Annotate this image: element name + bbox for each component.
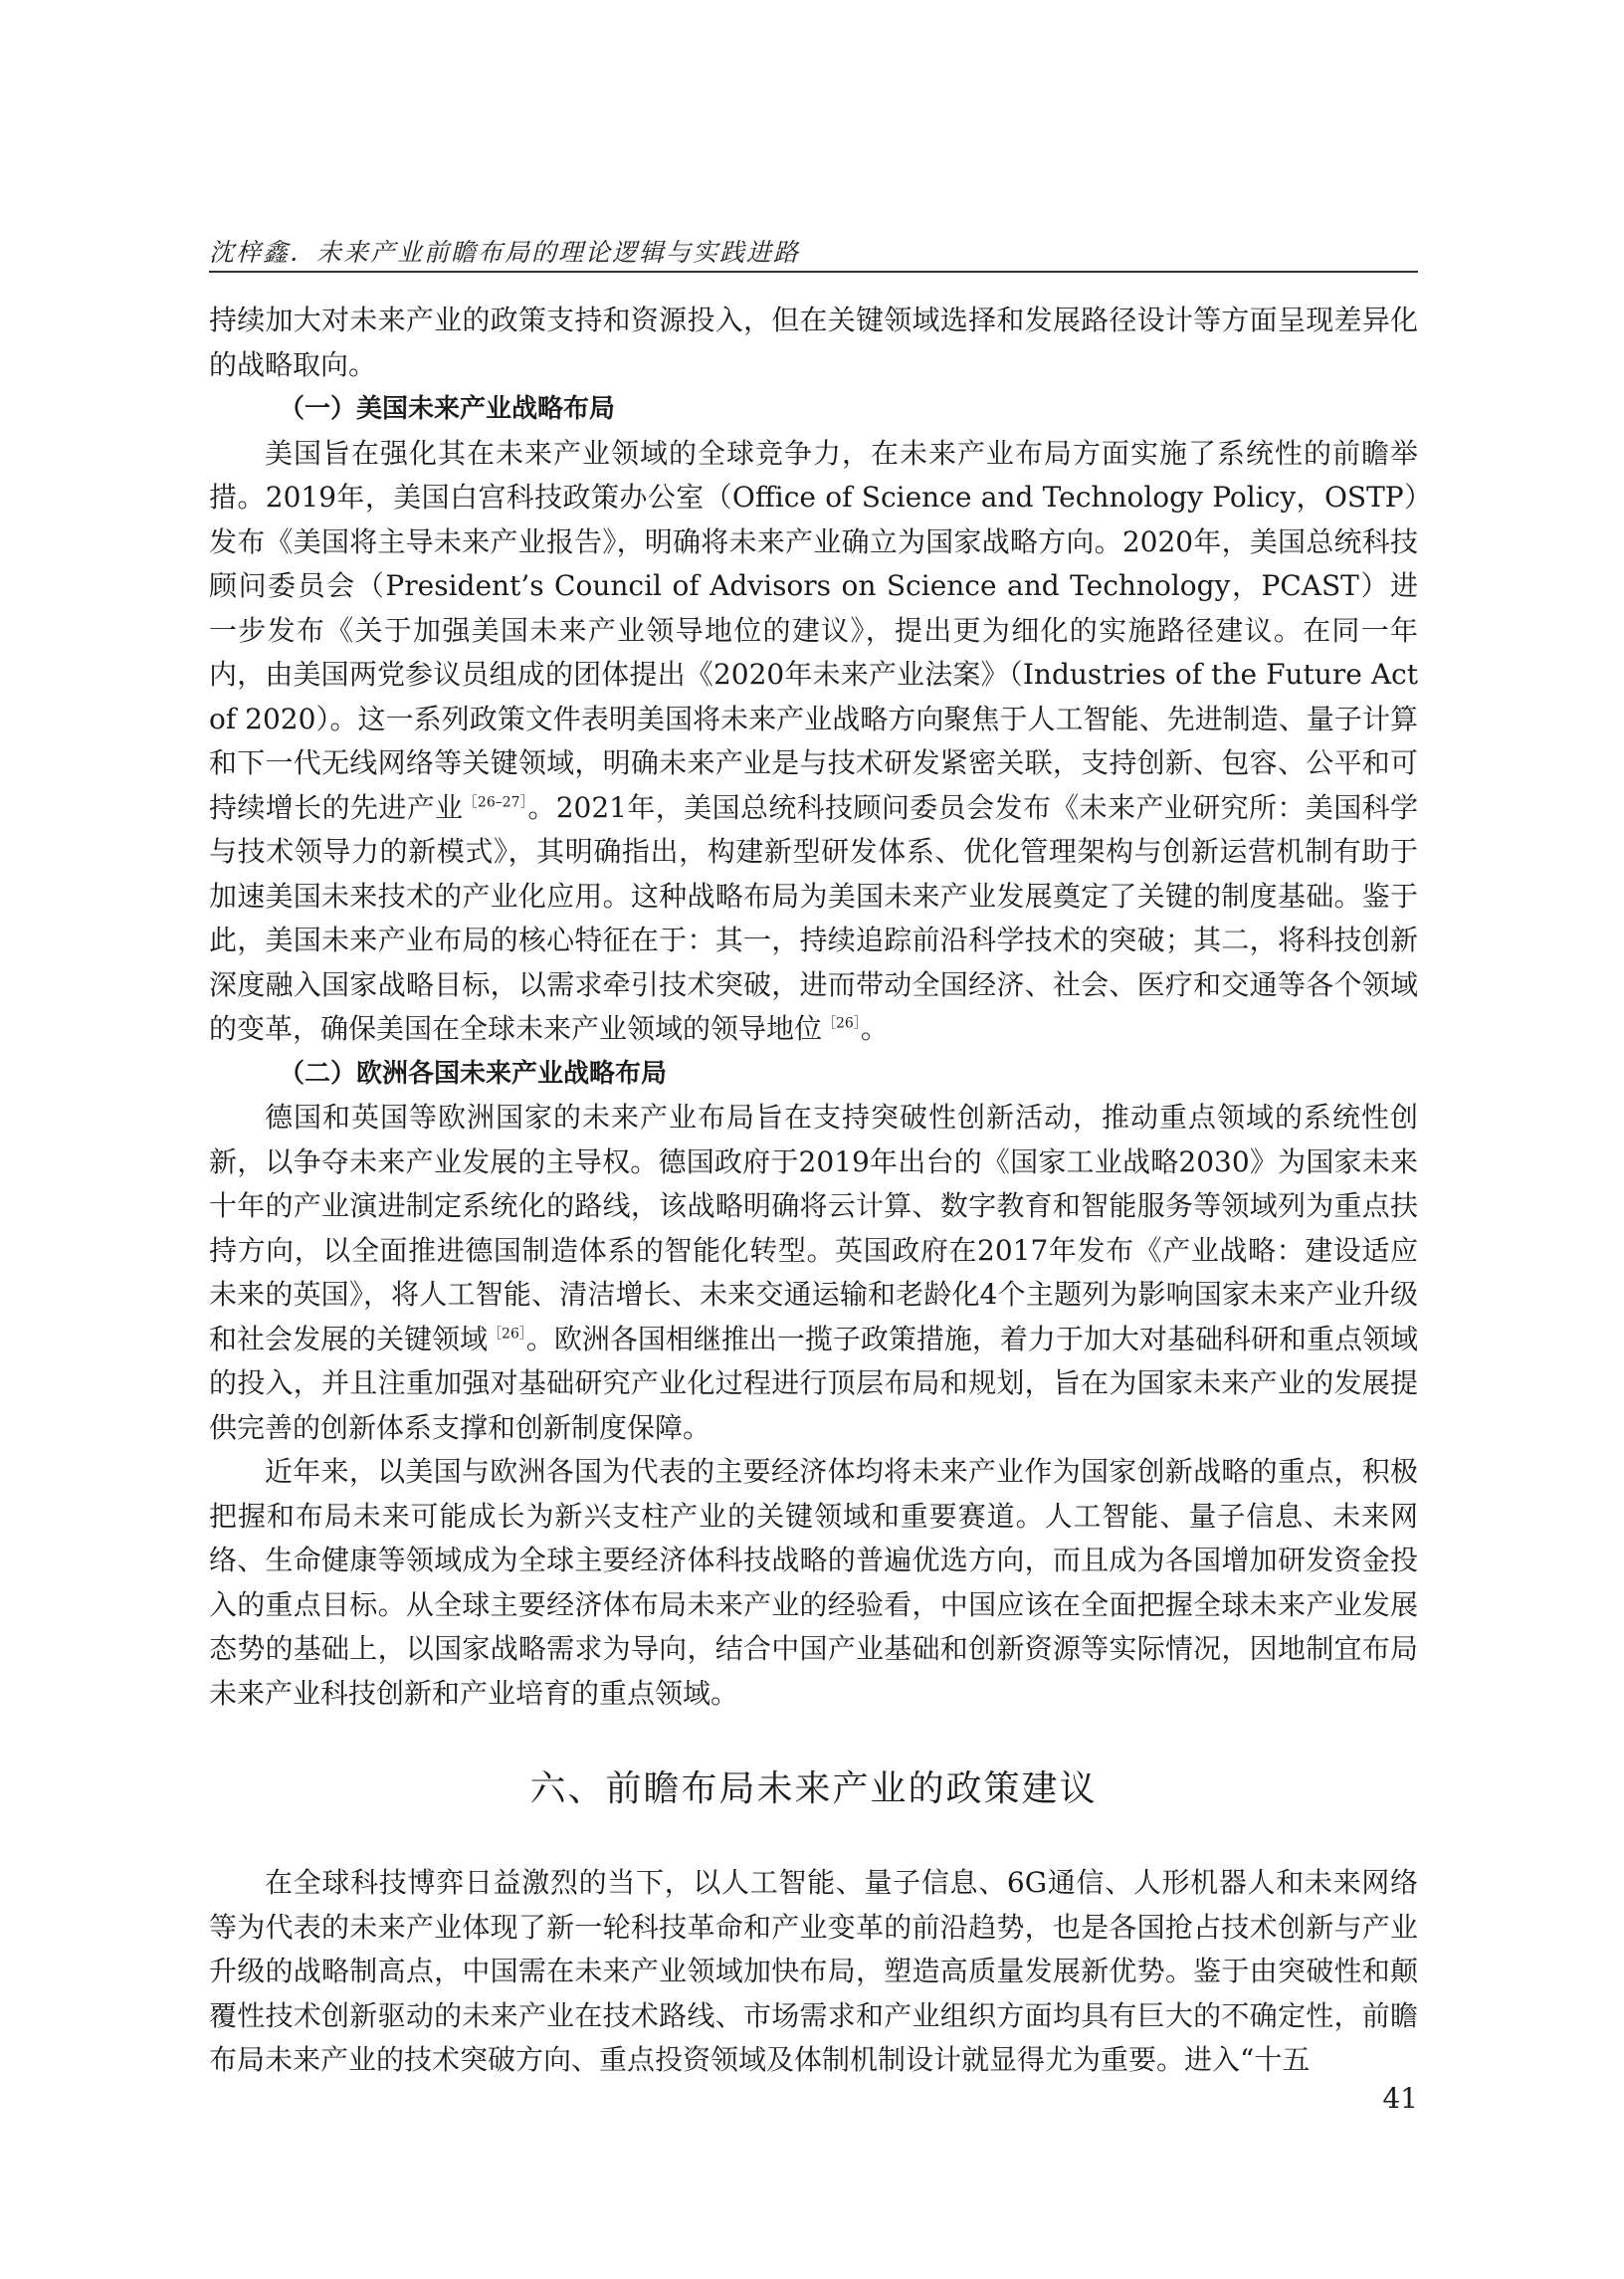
running-header: 沈梓鑫．未来产业前瞻布局的理论逻辑与实践进路 [209,238,801,267]
paragraph-text: 美国旨在强化其在未来产业领域的全球竞争力，在未来产业布局方面实施了系统性的前瞻举措。2019年，美国白宫科技政策办公室（Office of Science and Technology Policy，OSTP）发布《美国将主导未来产业报告》，明确将未来产业确立为国家战略方向。2020年，美国总统科技顾问委员会（President’s Council of Advisors on Science and Technology，PCAST）进一步发布《关于加强美国未来产业领导地位的建议》，提出更为细化的实施路径建议。在同一年内，由美国两党参议员组成的团体提出《2020年未来产业法案》（Industries of the Future Act of 2020）。这一系列政策文件表明美国将未来产业战略方向聚焦于人工智能、先进制造、量子计算和下一代无线网络等关键领域，明确未来产业是与技术研发紧密关联，支持创新、包容、公平和可持续增长的先进产业 [209,436,1418,824]
continuation-paragraph: 持续加大对未来产业的政策支持和资源投入，但在关键领域选择和发展路径设计等方面呈现差异化的战略取向。 [209,304,1418,381]
paragraph-text: 德国和英国等欧洲国家的未来产业布局旨在支持突破性创新活动，推动重点领域的系统性创新，以争夺未来产业发展的主导权。德国政府于2019年出台的《国家工业战略2030》为国家未来十年的产业演进制定系统化的路线，该战略明确将云计算、数字教育和智能服务等领域列为重点扶持方向，以全面推进德国制造体系的智能化转型。英国政府在2017年发布《产业战略：建设适应未来的英国》，将人工智能、清洁增长、未来交通运输和老龄化4个主题列为影响国家未来产业升级和社会发展的关键领域 [209,1101,1418,1355]
article-body [209,299,1418,2083]
subsection-heading-us: （一）美国未来产业战略布局 [279,394,616,424]
citation: ［26］ [822,1015,861,1032]
paragraph-text: 。欧洲各国相继推出一揽子政策措施，着力于加大对基础科研和重点领域的投入，并且注重加强对基础研究产业化过程进行顶层布局和规划，旨在为国家未来产业的发展提供完善的创新体系支撑和创新制度保障。 [209,1322,1418,1444]
subsection-heading-europe: （二）欧洲各国未来产业战略布局 [279,1058,668,1089]
paragraph-europe-strategy [209,1096,1418,1450]
paragraph-text: 。2021年，美国总统科技顾问委员会发布《未来产业研究所：美国科学与技术领导力的新模式》，其明确指出，构建新型研发体系、优化管理架构与创新运营机制有助于加速美国未来技术的产业化应用。这种战略布局为美国未来产业发展奠定了关键的制度基础。鉴于此，美国未来产业布局的核心特征在于：其一，持续追踪前沿科学技术的突破；其二，将科技创新深度融入国家战略目标，以需求牵引技术突破，进而带动全国经济、社会、医疗和交通等各个领域的变革，确保美国在全球未来产业领域的领导地位 [209,790,1418,1045]
header-rule [209,271,1418,273]
paragraph-us-strategy [209,432,1418,1052]
section-title: 六、前瞻布局未来产业的政策建议 [529,1768,1098,1809]
citation: ［26–27］ [463,794,528,811]
citation: ［26］ [488,1326,526,1343]
paragraph-global-summary: 近年来，以美国与欧洲各国为代表的主要经济体均将未来产业作为国家创新战略的重点，积极把握和布局未来可能成长为新兴支柱产业的关键领域和重要赛道。人工智能、量子信息、未来网络、生命健康等领域成为全球主要经济体科技战略的普遍优选方向，而且成为各国增加研发资金投入的重点目标。从全球主要经济体布局未来产业的经验看，中国应该在全面把握全球未来产业发展态势的基础上，以国家战略需求为导向，结合中国产业基础和创新资源等实际情况，因地制宜布局未来产业科技创新和产业培育的重点领域。 [209,1455,1418,1710]
page-number: 41 [1382,2082,1418,2115]
paragraph-policy-intro: 在全球科技博弈日益激烈的当下，以人工智能、量子信息、6G通信、人形机器人和未来网络等为代表的未来产业体现了新一轮科技革命和产业变革的前沿趋势，也是各国抢占技术创新与产业升级的战略制高点，中国需在未来产业领域加快布局，塑造高质量发展新优势。鉴于由突破性和颠覆性技术创新驱动的未来产业在技术路线、市场需求和产业组织方面均具有巨大的不确定性，前瞻布局未来产业的技术突破方向、重点投资领域及体制机制设计就显得尤为重要。进入“十五 [209,1866,1418,2076]
paragraph-text: 。 [860,1012,889,1045]
